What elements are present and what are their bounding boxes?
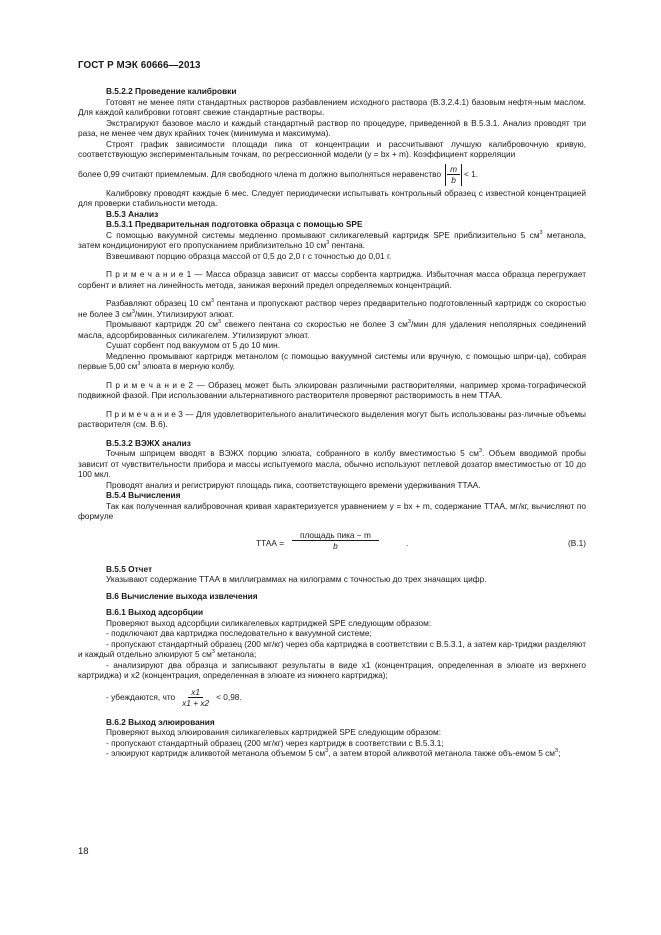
formula-b1 <box>78 530 586 558</box>
abs-fraction <box>445 164 462 186</box>
note-2 <box>78 380 586 401</box>
formula-dot: . <box>406 537 409 548</box>
page-number: 18 <box>78 846 89 857</box>
paragraph: Так как полученная калибровочная кривая характеризуется уравнением y = bx + m, содержание ТТАА, мг/кг, вычисляют по формуле <box>78 500 586 521</box>
inequality-tail: < 0,98. <box>216 692 242 703</box>
text-run: метанола; <box>214 649 257 659</box>
heading-b532: В.5.3.2 ВЭЖХ анализ <box>106 437 191 448</box>
formula-denominator: b <box>333 541 338 551</box>
paragraph: Калибровку проводят каждые 6 мес. Следует периодически испытывать контрольный образец с известной концентрацией для проверки стабильности метода. <box>78 187 586 208</box>
inequality-text: - убеждаются, что <box>106 692 176 703</box>
paragraph: Экстрагируют базовое масло и каждый стандартный раствор по процедуре, приведенной в В.5.3.1. Анализ проводят три раза, не менее чем двух крайних точек (минимума и максимума). <box>78 117 586 138</box>
text-run: элюата в мерную колбу. <box>140 361 235 371</box>
paragraph: Строят график зависимости площади пика от концентрации и рассчитывают лучшую калибровочную кривую, соответствующую экспериментальным точкам, по регрессионной модели (y = bx + m). Коэффициент корреляции <box>78 138 586 159</box>
text-run: /мин для удаления неполярных соединений масла, адсорбированных силикагелем. Утилизируют элюат. <box>78 319 586 340</box>
paragraph <box>78 351 586 372</box>
list-item <box>78 748 586 759</box>
paragraph: Проводят анализ и регистрируют площадь пика, соответствующего времени удерживания ТТАА. <box>106 479 481 490</box>
heading-b531: В.5.3.1 Предварительная подготовка образца с помощью SPE <box>106 219 363 229</box>
text-run: метанола, затем кондиционируют его пропусканием приблизительно 10 см <box>78 229 586 250</box>
paragraph: Проверяют выход элюирования силикагелевых картриджей SPE следующим образом: <box>106 727 442 737</box>
inequality-tail: < 1. <box>464 169 479 180</box>
fraction-denominator: x1 + x2 <box>182 698 210 708</box>
text-run: пентана и пропускают раствор через предварительно подготовленный картридж со скоростью не более 3 см <box>78 298 586 319</box>
text-run: - пропускают стандартный образец (200 мг/кг) через оба картриджа в соответствии с В.5.3.1, а затем кар-триджи разделяют и каждый отдельно элюируют 5 см <box>78 638 586 659</box>
heading-b61: В.6.1 Выход адсорбции <box>106 607 204 617</box>
superscript: 3 <box>325 748 329 754</box>
text-run: Промывают картридж 20 см <box>106 319 218 329</box>
note-1 <box>78 269 586 290</box>
superscript: 3 <box>211 649 215 655</box>
paragraph <box>78 298 586 319</box>
heading-b55: В.5.5 Отчет <box>106 563 153 574</box>
note-label: П р и м е ч а н и е <box>106 269 184 279</box>
paragraph: Сушат сорбент под вакуумом от 5 до 10 мин. <box>106 340 280 350</box>
text-run: , а затем второй аликвотой метанола также объ-емом 5 см <box>328 748 556 758</box>
paragraph <box>78 319 586 340</box>
paragraph <box>78 448 586 480</box>
text-run: Точным шприцем вводят в ВЭЖХ порцию элюата, собранного в колбу вместимостью 5 см <box>106 448 479 458</box>
list-item: - анализируют два образца и записывают результаты в виде x1 (концентрация, определенная в элюате из верхнего картриджа) и x2 (концентрация, определенная в элюате из нижнего картриджа); <box>78 659 586 680</box>
list-item: - подключают два картриджа последовательно к вакуумной системе; <box>106 628 372 638</box>
paragraph: Проверяют выход адсорбции силикагелевых картриджей SPE следующим образом: <box>106 617 432 628</box>
superscript: 3 <box>539 229 543 236</box>
paragraph <box>78 230 586 251</box>
superscript: 3 <box>131 308 135 315</box>
superscript: 3 <box>217 319 221 325</box>
paragraph: Взвешивают порцию образца массой от 0,5 до 2,0 г с точностью до 0,01 г. <box>106 250 392 261</box>
text-run: . Объем вводимой пробы зависит от чувствительности прибора и массы испытуемого масла, обычно используют петлевой дозатор вместимостью от 10 до 100 мкл. <box>78 448 586 479</box>
superscript: 3 <box>478 448 483 454</box>
heading-b522: В.5.2.2 Проведение калибровки <box>106 86 237 96</box>
fraction-denominator: b <box>451 175 456 185</box>
text-run: Разбавляют образец 10 см <box>106 298 212 308</box>
text-run: С помощью вакуумной системы медленно промывают силикагелевый картридж SPE приблизительно 5 см <box>106 229 540 240</box>
list-item <box>78 639 586 660</box>
note-text: 2 — Образец может быть элюирован различными растворителями, например хрома-тографической подвижной фазой. При использовании альтернативного растворителя проверяют растворимость в нем ТТАА. <box>78 379 587 400</box>
superscript: 3 <box>555 748 559 754</box>
heading-b62: В.6.2 Выход элюирования <box>106 716 215 727</box>
paragraph: Готовят не менее пяти стандартных растворов разбавлением исходного раствора (В.3.2.4.1) базовым нефтя-ным маслом. Для каждой калибровки готовят свежие стандартные растворы. <box>78 96 586 117</box>
formula-lhs: ТТАА = <box>256 537 285 548</box>
fraction-numerator: x1 <box>188 687 203 699</box>
text-run: свежего пентана со скоростью не более 3 см <box>220 319 408 329</box>
text-run: - элюируют картридж аликвотой метанола объемом 5 см <box>106 748 326 758</box>
note-label: П р и м е ч а н и е <box>106 379 185 390</box>
list-item <box>78 687 586 709</box>
note-text: 1 — Масса образца зависит от массы сорбента картриджа. Избыточная масса образца перегружает сорбент и влияет на линейность метода, занижая верхний предел определяемых концентраций. <box>78 269 586 290</box>
heading-b54: В.5.4 Вычисления <box>106 490 181 500</box>
text-run: ; <box>558 748 561 758</box>
text-run: пентана. <box>329 240 366 250</box>
inequality-line <box>78 164 586 186</box>
heading-b53: В.5.3 Анализ <box>106 208 159 219</box>
text-run: Медленно промывают картридж метанолом (с помощью вакуумной системы или вручную, с помощью шпри-ца), собирая первые 5,00 см <box>78 350 586 371</box>
superscript: 3 <box>137 361 141 367</box>
superscript: 3 <box>407 319 411 325</box>
fraction-numerator: m <box>447 164 460 176</box>
superscript: 3 <box>211 298 215 304</box>
superscript: 3 <box>326 240 330 246</box>
inequality-text: более 0,99 считают приемлемым. Для свободного члена m должно выполняться неравенство <box>78 169 442 180</box>
note-label: П р и м е ч а н и е <box>106 408 176 419</box>
equation-number: (В.1) <box>568 537 586 548</box>
text-run: /мин. Утилизируют элюат. <box>134 308 234 319</box>
document-body <box>78 86 586 759</box>
page-header: ГОСТ Р МЭК 60666—2013 <box>78 60 201 71</box>
formula-numerator: площадь пика − m <box>292 530 379 542</box>
note-3 <box>78 409 586 430</box>
formula-fraction <box>292 530 379 552</box>
heading-b6: В.6 Вычисление выхода извлечения <box>106 590 258 601</box>
note-text: 3 — Для удовлетворительного аналитического выделения могут быть использованы раз-личные объемы растворителя (см. В.6). <box>78 408 587 429</box>
paragraph: Указывают содержание ТТАА в миллиграммах на килограмм с точностью до трех значащих цифр. <box>106 574 487 584</box>
list-item: - пропускают стандартный образец (200 мг/кг) через картридж в соответствии с В.5.3.1; <box>106 737 444 748</box>
